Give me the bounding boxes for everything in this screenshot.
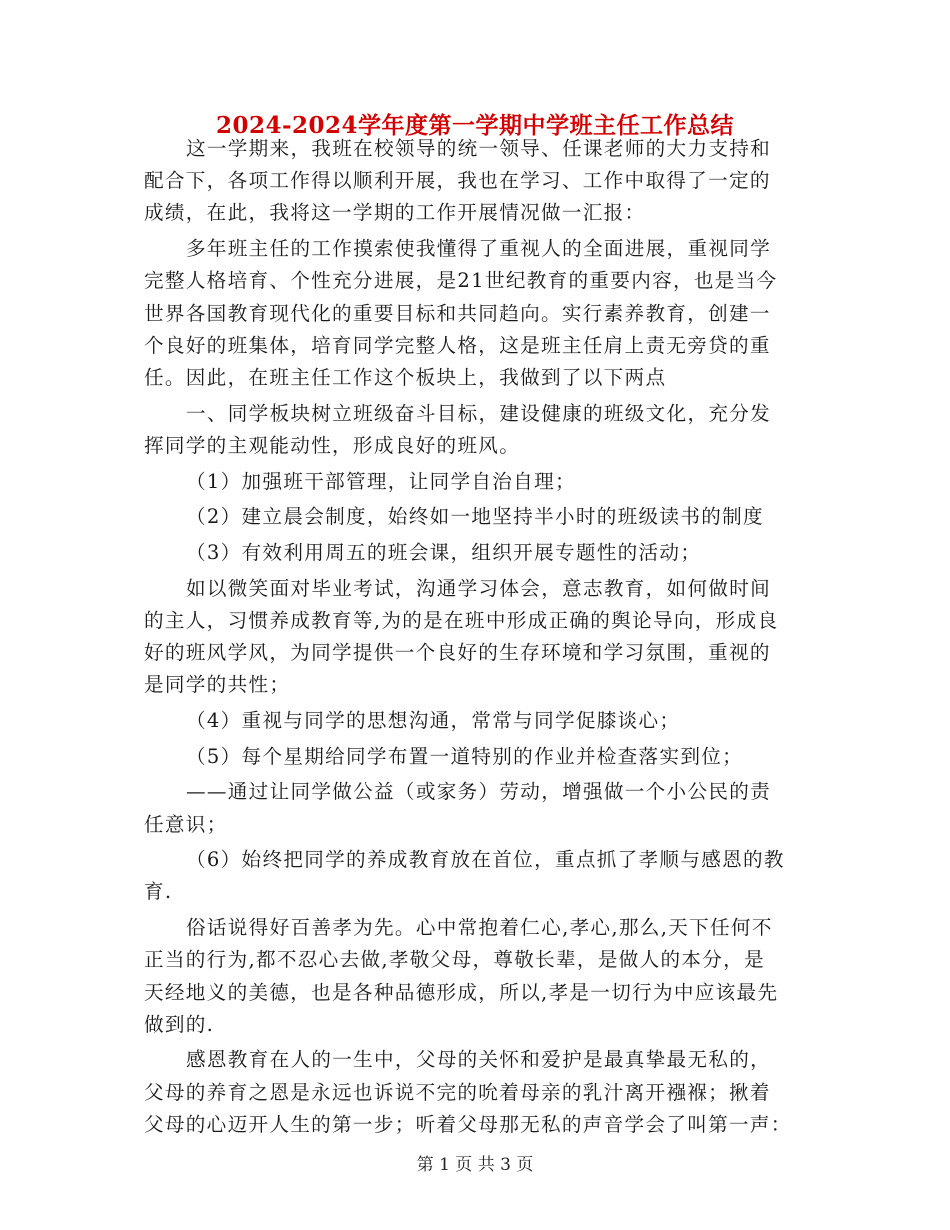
text-line: 一、同学板块树立班级奋斗目标，建设健康的班级文化，充分发 (186, 401, 772, 425)
text-line: 成绩，在此，我将这一学期的工作开展情况做一汇报： (144, 201, 646, 225)
text-line: 做到的. (144, 1012, 215, 1036)
text-line: 好的班风学风，为同学提供一个良好的生存环境和学习氛围，重视的 (144, 641, 771, 665)
document-title: 2024-2024学年度第一学期中学班主任工作总结 (215, 112, 735, 139)
text-line: （1）加强班干部管理，让同学自治自理； (186, 469, 576, 493)
page-footer (0, 1153, 950, 1177)
text-line: 完整人格培育、个性充分进展，是21世纪教育的重要内容，也是当今 (144, 269, 778, 293)
text-line: （2）建立晨会制度，始终如一地坚持半小时的班级读书的制度 (186, 505, 764, 529)
text-line: （5）每个星期给同学布置一道特别的作业并检查落实到位； (186, 744, 744, 768)
document-body (144, 133, 806, 1141)
text-line: 感恩教育在人的一生中，父母的关怀和爱护是最真挚最无私的， (186, 1048, 772, 1072)
text-line: 任。因此，在班主任工作这个板块上，我做到了以下两点 (144, 365, 667, 389)
text-line: 正当的行为,都不忍心去做,孝敬父母，尊敬长辈，是做人的本分，是 (144, 948, 765, 972)
page-number-label: 第 1 页 共 3 页 (416, 1155, 534, 1175)
text-line: 是同学的共性； (144, 673, 291, 697)
text-line: （4）重视与同学的思想沟通，常常与同学促膝谈心； (186, 708, 681, 732)
text-line: （3）有效利用周五的班会课，组织开展专题性的活动； (186, 540, 702, 564)
text-line: 这一学期来，我班在校领导的统一领导、任课老师的大力支持和 (186, 137, 772, 160)
text-line: 个良好的班集体，培育同学完整人格，这是班主任肩上责无旁贷的重 (144, 333, 771, 357)
text-line: 俗话说得好百善孝为先。心中常抱着仁心,孝心,那么,天下任何不 (186, 916, 773, 940)
text-line: 天经地义的美德，也是各种品德形成，所以,孝是一切行为中应该最先 (144, 980, 779, 1004)
text-line: ——通过让同学做公益（或家务）劳动，增强做一个小公民的责 (186, 780, 772, 804)
text-line: 任意识； (144, 812, 228, 836)
text-line: 多年班主任的工作摸索使我懂得了重视人的全面进展，重视同学 (186, 237, 772, 261)
text-line: 父母的养育之恩是永远也诉说不完的吮着母亲的乳汁离开襁褓；揪着 (144, 1080, 771, 1104)
text-line: 育. (144, 880, 173, 904)
text-line: 世界各国教育现代化的重要目标和共同趋向。实行素养教育，创建一 (144, 301, 771, 325)
text-line: 配合下，各项工作得以顺利开展，我也在学习、工作中取得了一定的 (144, 169, 771, 193)
text-line: 父母的心迈开人生的第一步；听着父母那无私的声音学会了叫第一声： (144, 1112, 792, 1136)
text-line: 的主人，习惯养成教育等,为的是在班中形成正确的舆论导向，形成良 (144, 608, 779, 632)
text-line: （6）始终把同学的养成教育放在首位，重点抓了孝顺与感恩的教 (186, 848, 785, 872)
text-line: 挥同学的主观能动性，形成良好的班风。 (144, 433, 521, 457)
text-line: 如以微笑面对毕业考试，沟通学习体会，意志教育，如何做时间 (186, 576, 772, 600)
